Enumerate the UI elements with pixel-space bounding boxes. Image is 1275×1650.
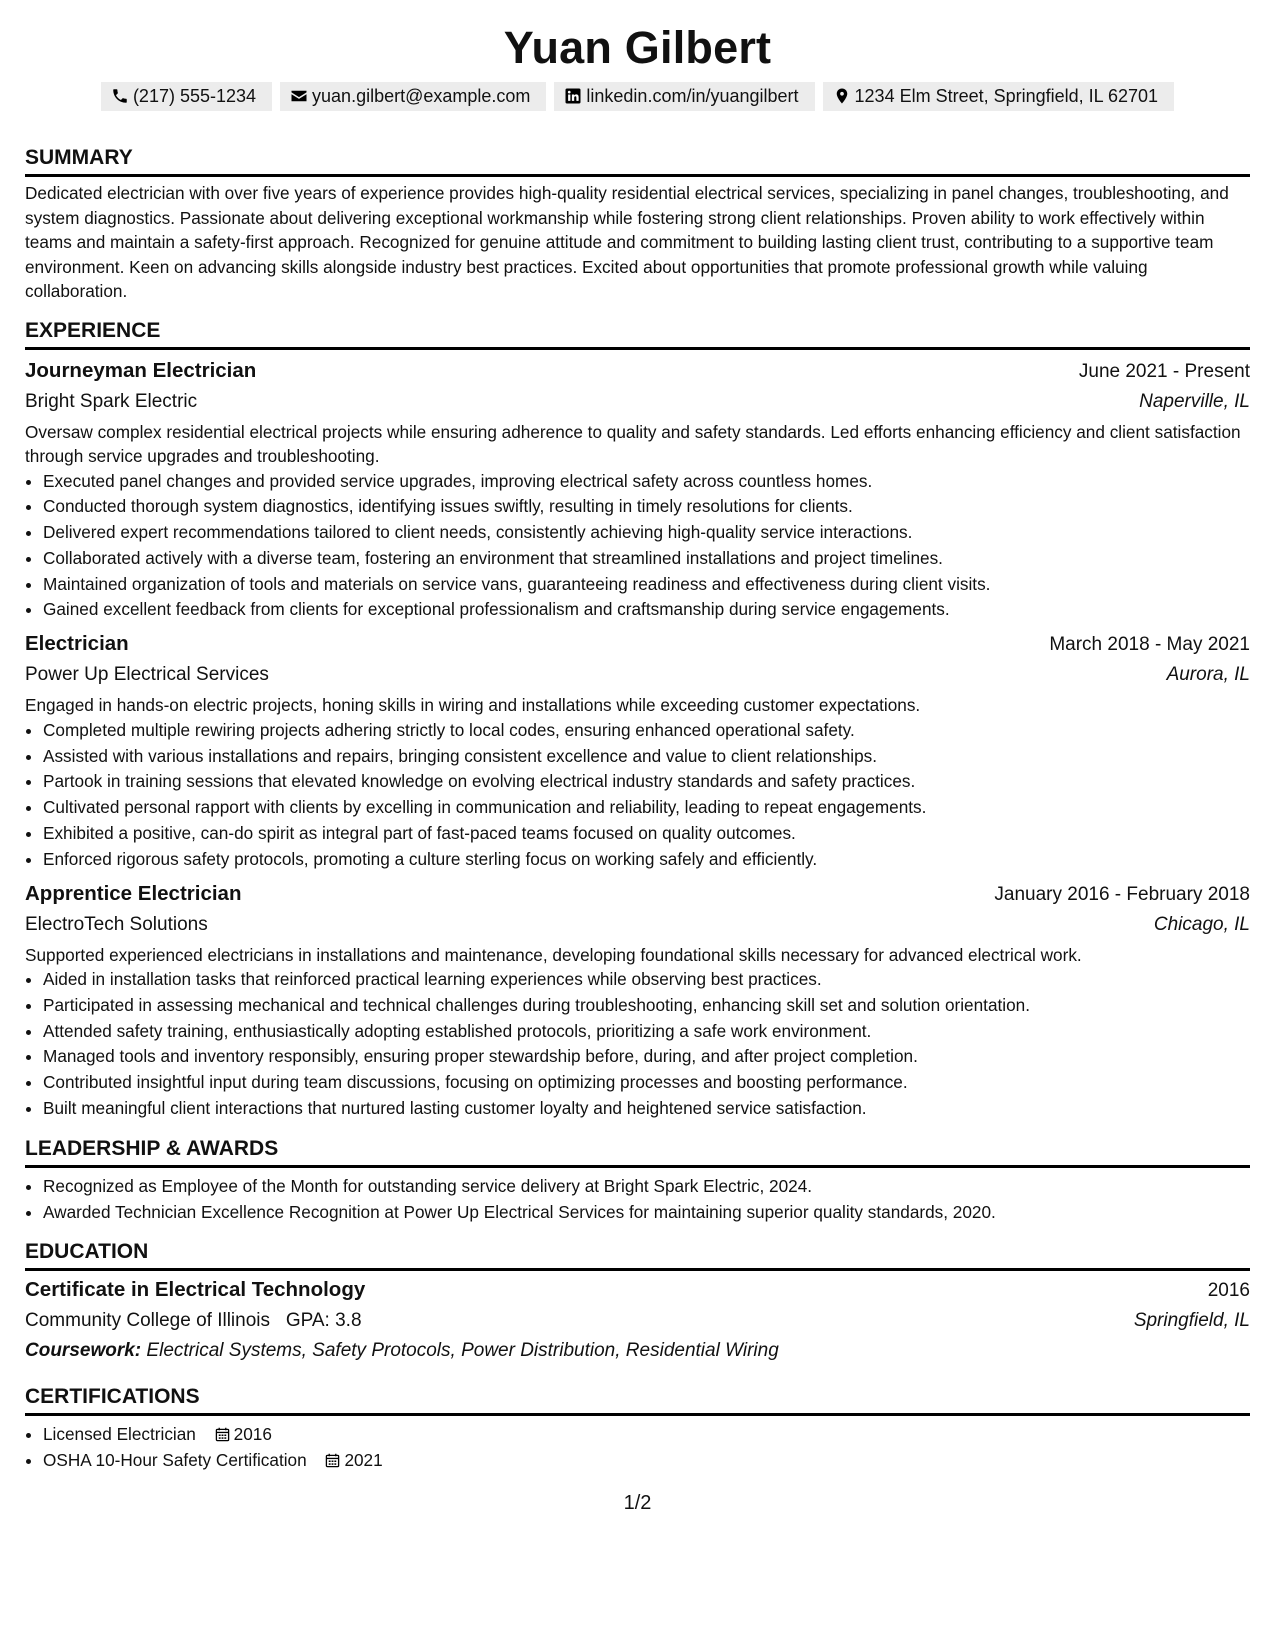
certifications-list [25,1422,1250,1474]
job-location: Chicago, IL [1153,913,1250,935]
list-item: • Executed panel changes and provided service upgrades, improving electrical safety across countless homes. [43,469,1250,495]
job-description: Supported experienced electricians in installations and maintenance, developing foundational skills necessary for advanced electrical work. [25,944,1082,965]
contact-email-text: yuan.gilbert@example.com [312,86,531,106]
contact-bar [25,82,1250,111]
job-dates: March 2018 - May 2021 [1049,634,1250,656]
contact-address-text: 1234 Elm Street, Springfield, IL 62701 [854,86,1159,106]
job-entry [25,629,1250,872]
list-item: • Assisted with various installations and repairs, bringing consistent excellence and value to client relationships. [43,744,1250,770]
job-dates: June 2021 - Present [1078,360,1250,382]
job-title: Apprentice Electrician [25,881,242,905]
degree-year: 2016 [1207,1280,1250,1302]
education-section [25,1239,1250,1366]
contact-address[interactable] [823,82,1175,111]
cert-name: Licensed Electrician [43,1424,196,1445]
job-title: Journeyman Electrician [25,358,257,382]
summary-section [25,145,1250,304]
section-title-education: EDUCATION [25,1239,1250,1271]
list-item: • Recognized as Employee of the Month for outstanding service delivery at Bright Spark Electric, 2024. [43,1174,1250,1200]
list-item [43,1448,1250,1474]
job-company: ElectroTech Solutions [25,913,208,935]
job-entry [25,356,1250,624]
awards-list [25,1174,1250,1226]
cert-year: 2021 [344,1450,383,1471]
job-bullets [25,469,1250,624]
gpa: GPA: 3.8 [285,1310,362,1332]
job-dates: January 2016 - February 2018 [994,883,1250,905]
job-bullets [25,967,1250,1122]
experience-section [25,318,1250,1122]
job-company: Power Up Electrical Services [25,664,269,686]
leadership-section [25,1136,1250,1226]
job-location: Aurora, IL [1166,664,1250,686]
list-item: • Attended safety training, enthusiastically adopting established protocols, prioritizing a safe work environment. [43,1019,1250,1045]
list-item: • Maintained organization of tools and materials on service vans, guaranteeing readiness and effectiveness during client visits. [43,572,1250,598]
envelope-icon [290,87,308,105]
list-item: • Conducted thorough system diagnostics, identifying issues swiftly, resulting in timely resolutions for clients. [43,494,1250,520]
list-item: • Collaborated actively with a diverse team, fostering an environment that streamlined installations and project timelines. [43,546,1250,572]
page-number: 1/2 [623,1492,652,1514]
list-item: • Completed multiple rewiring projects adhering strictly to local codes, ensuring enhanced operational safety. [43,718,1250,744]
contact-phone-text: (217) 555-1234 [132,86,257,106]
list-item: • Gained excellent feedback from clients for exceptional professionalism and craftsmanship during service engagements. [43,597,1250,623]
job-company: Bright Spark Electric [25,390,198,412]
cert-name: OSHA 10-Hour Safety Certification [43,1450,307,1471]
list-item: • Managed tools and inventory responsibly, ensuring proper stewardship before, during, and after project completion. [43,1044,1250,1070]
list-item: • Partook in training sessions that elevated knowledge on evolving electrical industry standards and safety practices. [43,769,1250,795]
school-name: Community College of Illinois [25,1310,270,1332]
list-item: • Aided in installation tasks that reinforced practical learning experiences while observing best practices. [43,967,1250,993]
list-item: • Enforced rigorous safety protocols, promoting a culture sterling focus on working safely and efficiently. [43,847,1250,873]
coursework-label: Coursework: [25,1340,142,1362]
list-item: • Delivered expert recommendations tailored to client needs, consistently achieving high-quality service interactions. [43,520,1250,546]
calendar-icon [325,1453,340,1468]
job-description: Engaged in hands-on electric projects, honing skills in wiring and installations while exceeding customer expectations. [25,695,921,716]
candidate-name: Yuan Gilbert [503,22,772,73]
phone-icon [111,87,129,105]
section-title-summary: SUMMARY [25,145,1250,177]
job-bullets [25,718,1250,873]
cert-year: 2016 [233,1424,272,1445]
calendar-icon [215,1427,230,1442]
degree-title: Certificate in Electrical Technology [25,1278,366,1302]
school-location: Springfield, IL [1133,1310,1250,1332]
resume-page [25,0,1250,1474]
section-title-leadership: LEADERSHIP & AWARDS [25,1136,1250,1168]
list-item: • Built meaningful client interactions that nurtured lasting customer loyalty and heightened service satisfaction. [43,1096,1250,1122]
job-entry [25,879,1250,1122]
contact-linkedin-text: linkedin.com/in/yuangilbert [586,86,799,106]
job-title: Electrician [25,632,129,656]
coursework-list: Electrical Systems, Safety Protocols, Power Distribution, Residential Wiring [146,1340,779,1362]
job-location: Naperville, IL [1139,390,1250,412]
contact-phone[interactable] [101,82,272,111]
coursework-line [25,1336,1250,1366]
section-title-experience: EXPERIENCE [25,318,1250,350]
list-item: • Contributed insightful input during team discussions, focusing on optimizing processes and boosting performance. [43,1070,1250,1096]
list-item: • Awarded Technician Excellence Recognition at Power Up Electrical Services for maintaining superior quality standards, 2020. [43,1200,1250,1226]
list-item: • Exhibited a positive, can-do spirit as integral part of fast-paced teams focused on quality outcomes. [43,821,1250,847]
job-description: Oversaw complex residential electrical projects while ensuring adherence to quality and safety standards. Led efforts enhancing efficiency and client satisfaction through service upgrades and troubleshooting. [25,421,1241,466]
certifications-section [25,1384,1250,1474]
section-title-certifications: CERTIFICATIONS [25,1384,1250,1416]
map-pin-icon [833,87,851,105]
list-item: • Cultivated personal rapport with clients by excelling in communication and reliability, leading to repeat engagements. [43,795,1250,821]
summary-text: Dedicated electrician with over five years of experience provides high-quality residential electrical services, specializing in panel changes, troubleshooting, and system diagnostics. Passionate about delivering exceptional workmanship while fostering strong client relationships. Proven ability to work effectively within teams and maintain a safety-first approach. Recognized for genuine attitude and commitment to building lasting client trust, contributing to a supportive team environment. Keen on advancing skills alongside industry best practices. Excited about opportunities that promote professional growth while valuing collaboration. [25,183,1229,301]
school-line [25,1306,362,1335]
list-item [43,1422,1250,1448]
contact-email[interactable] [280,82,546,111]
contact-linkedin[interactable] [554,82,814,111]
list-item: • Participated in assessing mechanical and technical challenges during troubleshooting, enhancing skill set and solution orientation. [43,993,1250,1019]
linkedin-icon [564,87,582,105]
